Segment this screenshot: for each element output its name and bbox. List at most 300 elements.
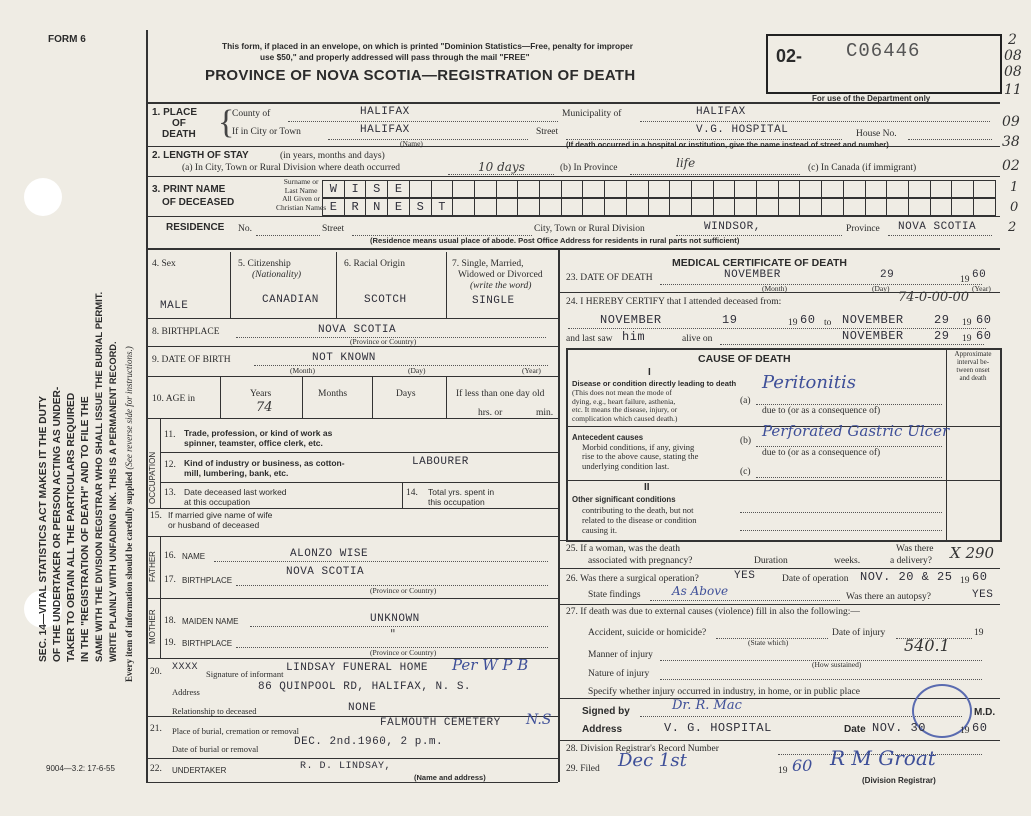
alive-year-pre: 19	[962, 334, 972, 344]
residence-no-label: No.	[238, 224, 252, 234]
occ-item-14a: Total yrs. spent in	[428, 487, 495, 497]
injury-year-pre: 19	[974, 628, 984, 638]
maiden-label: MAIDEN NAME	[182, 617, 239, 626]
stay-a-line	[448, 174, 554, 175]
rule-occ-12	[160, 482, 558, 483]
undertaker-label: UNDERTAKER	[172, 766, 227, 775]
op-date-label: Date of operation	[782, 574, 849, 584]
item23-year-pre: 19	[960, 275, 970, 285]
registrar-hand: R M Groat	[830, 746, 936, 770]
nature-line	[660, 679, 982, 680]
item27-label: 27. If death was due to external causes (violence) fill in also the following:—	[566, 607, 860, 617]
item23-day-hint: (Day)	[872, 284, 890, 293]
occ-item-12a: Kind of industry or business, as cotton-	[184, 458, 345, 468]
family-item-15a: If married give name of wife	[168, 510, 273, 520]
margin-code-10: 2	[1008, 220, 1017, 235]
burial-num: 21.	[150, 724, 162, 734]
surname-box	[779, 181, 801, 197]
burial-place-label: Place of burial, cremation or removal	[172, 726, 299, 736]
margin-code-6: 38	[1002, 134, 1020, 150]
injury-date-label: Date of injury	[832, 628, 886, 638]
county-line	[288, 121, 558, 122]
margin-code-4: 11	[1004, 82, 1022, 98]
father-name: ALONZO WISE	[290, 548, 369, 560]
father-name-line	[214, 561, 548, 562]
to-year: 60	[976, 313, 992, 327]
item26-label: 26. Was there a surgical operation?	[566, 574, 699, 584]
cause-antecedent	[572, 433, 698, 471]
mother-num-18: 18.	[164, 616, 176, 626]
residence-city-label: City, Town or Rural Division	[534, 224, 645, 234]
surname-box	[518, 181, 540, 197]
margin-code-1: 2	[1008, 32, 1017, 48]
given-name-box	[605, 199, 627, 215]
cause-b-line	[756, 446, 942, 447]
stay-label: 2. LENGTH OF STAY	[152, 150, 249, 161]
age-months-label: Months	[318, 389, 348, 399]
medical-title: MEDICAL CERTIFICATE OF DEATH	[672, 257, 847, 269]
given-name-box	[909, 199, 931, 215]
father-bp-hint: (Province or Country)	[370, 586, 437, 595]
manner-label: Manner of injury	[588, 650, 653, 660]
item25-1: 25. If a woman, was the death	[566, 544, 680, 554]
name-label-1: 3. PRINT NAME	[152, 184, 226, 195]
surname-box	[583, 181, 605, 197]
mother-side-label: MOTHER	[148, 609, 157, 644]
surname-letter: S	[366, 181, 388, 197]
informant-handwritten: Per W P B	[452, 656, 529, 674]
side-instruction-4: IN THE "REGISTRATION OF DEATH" AND TO FILE THE	[80, 396, 91, 662]
surname-box	[475, 181, 497, 197]
surname-letter: W	[323, 181, 345, 197]
occupation-side-div	[160, 418, 161, 508]
to-label: to	[824, 318, 832, 328]
given-label-2: Christian Names	[276, 202, 327, 212]
rule-25	[558, 568, 1000, 569]
cause-c-label: (c)	[740, 467, 751, 477]
county-value: HALIFAX	[360, 106, 410, 118]
surname-box	[627, 181, 649, 197]
given-name-letter: S	[410, 199, 432, 215]
residence-no-line	[256, 235, 320, 236]
side-instruction-7	[124, 346, 134, 682]
sex-label: 4. Sex	[152, 259, 176, 269]
rule-father	[146, 598, 558, 599]
age-div-3	[446, 376, 447, 418]
signed-label: Signed by	[582, 706, 630, 717]
municipality-label: Municipality of	[562, 109, 622, 119]
occ-num-11: 11.	[164, 430, 176, 440]
family-item-15b: or husband of deceased	[168, 520, 260, 530]
hospital-note: (If death occurred in a hospital or institution, give the name instead of street and number)	[566, 140, 889, 149]
age-days-label: Days	[396, 389, 416, 399]
marital-label-1: 7. Single, Married,	[452, 259, 524, 269]
item23-month-hint: (Month)	[762, 284, 787, 293]
city-value: HALIFAX	[360, 124, 410, 136]
informant-num: 20.	[150, 667, 162, 677]
findings-value: As Above	[672, 584, 729, 598]
to-year-pre: 19	[962, 318, 972, 328]
cause-other-1: Other significant conditions	[572, 495, 676, 504]
family-num-15: 15.	[150, 511, 162, 521]
rule-occ-13	[146, 508, 558, 509]
surname-letter: I	[345, 181, 367, 197]
item23-year: 60	[972, 269, 987, 281]
delivery-1: Was there	[896, 544, 934, 554]
margin-code-7: 02	[1002, 158, 1020, 174]
marital-value: SINGLE	[472, 295, 515, 307]
state-which: (State which)	[748, 638, 789, 647]
rule-under-2	[146, 176, 1000, 177]
weeks-label: weeks.	[834, 556, 861, 566]
street-value: V.G. HOSPITAL	[696, 124, 789, 136]
op-year-pre: 19	[960, 576, 970, 586]
surname-box	[822, 181, 844, 197]
frame-left	[146, 30, 148, 782]
given-name-letter: N	[366, 199, 388, 215]
side-instruction-7a: Every item of information should be carefully supplied	[124, 471, 134, 682]
rule-row-9	[146, 376, 558, 377]
occ-item-11	[184, 428, 332, 448]
accident-label: Accident, suicide or homicide?	[588, 628, 707, 638]
occ-item-13	[184, 487, 287, 507]
residence-province-label: Province	[846, 224, 880, 234]
residence-label: RESIDENCE	[166, 222, 225, 233]
cause-b-label: (b)	[740, 436, 752, 446]
county-label: County of	[232, 109, 271, 119]
occ-item-14b: this occupation	[428, 497, 485, 507]
dept-use-note: For use of the Department only	[812, 94, 931, 103]
occ-item-12-value: LABOURER	[412, 456, 469, 468]
envelope-note-1: This form, if placed in an envelope, on which is printed "Dominion Statistics—Free, penalty for improper	[222, 41, 634, 51]
mother-num-19: 19.	[164, 638, 176, 648]
rule-row-8	[146, 346, 558, 347]
delivery-hand: X 290	[950, 544, 995, 562]
undertaker-value: R. D. LINDSAY,	[300, 761, 392, 772]
age-label: 10. AGE in	[152, 394, 196, 404]
filed-year-pre: 19	[778, 766, 788, 776]
item26-value: YES	[734, 570, 756, 582]
cause-interval-1: Approximate	[954, 350, 992, 358]
father-side-label: FATHER	[148, 551, 157, 582]
given-name-letter: E	[323, 199, 345, 215]
cause-other	[572, 495, 696, 535]
surname-boxes	[322, 180, 996, 198]
to-month: NOVEMBER	[842, 313, 904, 327]
residence-province: NOVA SCOTIA	[898, 221, 977, 233]
from-month: NOVEMBER	[600, 313, 662, 327]
given-boxes	[322, 198, 996, 216]
from-year-pre: 19	[788, 318, 798, 328]
maiden-line	[250, 626, 548, 627]
given-name-box	[931, 199, 953, 215]
given-name-box	[735, 199, 757, 215]
side-instruction-2: OF THE UNDERTAKER OR PERSON ACTING AS UNDER-	[52, 386, 63, 662]
div-citizenship	[336, 252, 337, 318]
undertaker-hint: (Name and address)	[414, 773, 486, 782]
given-name-box	[887, 199, 909, 215]
rule-cause-c	[566, 480, 1000, 481]
surname-box	[974, 181, 995, 197]
father-bp: NOVA SCOTIA	[286, 566, 365, 578]
side-instruction-8: (See reverse side for instructions.)	[124, 346, 134, 470]
age-div-1	[302, 376, 303, 418]
cause-other-4: causing it.	[582, 525, 617, 535]
autopsy-label: Was there an autopsy?	[846, 592, 931, 602]
birthplace-hint: (Province or Country)	[350, 337, 417, 346]
cause-antecedent-3: rise to the above cause, stating the	[582, 451, 699, 461]
given-label-1: All Given or	[282, 194, 321, 203]
cause-a-label: (a)	[740, 396, 751, 406]
citizenship-label: 5. Citizenship	[238, 259, 291, 269]
registrar-hint: (Division Registrar)	[862, 776, 936, 785]
given-name-box	[800, 199, 822, 215]
item23-month: NOVEMBER	[724, 269, 781, 281]
given-name-box	[692, 199, 714, 215]
occ-num-14: 14.	[406, 488, 418, 498]
dob-month-hint: (Month)	[290, 366, 315, 375]
cause-other-3: related to the disease or condition	[582, 515, 697, 525]
residence-note: (Residence means usual place of abode. Post Office Address for residents in rural parts not sufficient)	[370, 236, 740, 245]
given-name-box	[670, 199, 692, 215]
item24-code: 74-0-00-00	[898, 290, 970, 305]
cause-roman-1: I	[648, 367, 651, 378]
item23-label: 23. DATE OF DEATH	[566, 273, 653, 283]
informant-sig-label: Signature of informant	[206, 669, 284, 679]
mother-bp-hint: (Province or Country)	[370, 648, 437, 657]
given-name-box	[714, 199, 736, 215]
cause-title: CAUSE OF DEATH	[698, 353, 791, 365]
rule-under-title	[146, 102, 1000, 104]
occ-div-14	[402, 482, 403, 508]
side-instruction-6: WRITE PLAINLY WITH UNFADING INK. THIS IS A PERMANENT RECORD.	[108, 341, 118, 662]
surname-box	[410, 181, 432, 197]
rule-bottom-left	[146, 782, 558, 783]
burial-place: FALMOUTH CEMETERY	[380, 717, 501, 729]
age-div-0	[220, 376, 221, 418]
father-name-label: NAME	[182, 552, 206, 561]
filed-hand: Dec 1st	[618, 750, 687, 771]
father-num-16: 16.	[164, 551, 176, 561]
cause-direct	[572, 380, 736, 424]
cause-interval-2: interval be-	[956, 358, 990, 366]
reg-number: C06446	[846, 40, 921, 62]
item25-2: associated with pregnancy?	[588, 556, 693, 566]
cause-antecedent-2: Morbid conditions, if any, giving	[582, 441, 695, 452]
item24-label: 24. I HEREBY CERTIFY that I attended deceased from:	[566, 297, 782, 307]
occurred-label: Specify whether injury occurred in industry, in home, or in public place	[588, 687, 860, 697]
item23-day: 29	[880, 269, 895, 281]
given-name-box	[497, 199, 519, 215]
burial-date: DEC. 2nd.1960, 2 p.m.	[294, 736, 444, 748]
father-num-17: 17.	[164, 575, 176, 585]
occ-item-12b: mill, lumbering, bank, etc.	[184, 468, 289, 478]
sig-address: V. G. HOSPITAL	[664, 721, 772, 735]
occ-item-11b: spinner, teamster, office clerk, etc.	[184, 438, 323, 448]
cause-direct-3: dying, e.g., heart failure, asthenia,	[572, 396, 676, 406]
age-hrs: hrs. or	[478, 408, 503, 418]
citizenship-value: CANADIAN	[262, 294, 319, 306]
residence-street-label: Street	[322, 224, 345, 234]
form-title: PROVINCE OF NOVA SCOTIA—REGISTRATION OF DEATH	[205, 67, 636, 84]
surname-box	[692, 181, 714, 197]
name-hint: (Name)	[400, 139, 423, 148]
informant-address: 86 QUINPOOL RD, HALIFAX, N. S.	[258, 681, 472, 693]
given-name-box	[974, 199, 995, 215]
occ-item-14	[428, 487, 494, 507]
cause-antecedent-1: Antecedent causes	[572, 433, 644, 442]
stay-a-value: 10 days	[478, 160, 525, 174]
given-name-box	[844, 199, 866, 215]
center-divider	[558, 248, 560, 782]
surname-box	[757, 181, 779, 197]
from-year: 60	[800, 313, 816, 327]
citizenship-hint: (Nationality)	[252, 270, 302, 280]
city-label: If in City or Town	[232, 127, 301, 137]
surname-label-1: Surname or	[283, 177, 319, 186]
duration-label: Duration	[754, 556, 788, 566]
stay-b-label: (b) In Province	[560, 163, 618, 173]
surname-box	[952, 181, 974, 197]
age-years-label: Years	[250, 389, 272, 399]
md-label: M.D.	[974, 707, 996, 718]
place-brace: {	[218, 104, 235, 141]
cause-due-1: due to (or as a consequence of)	[762, 406, 881, 416]
cause-due-2: due to (or as a consequence of)	[762, 448, 881, 458]
cause-direct-4: etc. It means the disease, injury, or	[572, 405, 678, 415]
surname-box	[605, 181, 627, 197]
surname-box	[909, 181, 931, 197]
from-line	[568, 328, 986, 329]
given-name-box	[866, 199, 888, 215]
cause-antecedent-4: underlying condition last.	[582, 460, 670, 471]
rule-under-3	[146, 216, 1000, 217]
given-name-box	[822, 199, 844, 215]
given-name-box	[453, 199, 475, 215]
stay-c-label: (c) In Canada (if immigrant)	[808, 163, 917, 173]
surname-box	[887, 181, 909, 197]
municipality-line	[640, 121, 990, 122]
how-sustained: (How sustained)	[812, 660, 862, 669]
given-name-box	[757, 199, 779, 215]
envelope-note-2: use $50," and properly addressed will pass through the mail "FREE"	[260, 52, 530, 62]
cause-roman-2: II	[644, 482, 650, 493]
name-label-2: OF DECEASED	[162, 197, 235, 208]
street-label: Street	[536, 127, 559, 137]
surname-box	[562, 181, 584, 197]
alive-year: 60	[976, 329, 992, 343]
city-line	[328, 139, 528, 140]
burial-place-hand: N.S	[526, 712, 552, 728]
rule-occ-11	[160, 452, 558, 453]
stay-b-line	[630, 174, 800, 175]
sex-value: MALE	[160, 300, 189, 312]
name-labels-small	[276, 178, 326, 212]
residence-province-line	[888, 235, 992, 236]
given-name-letter: T	[432, 199, 454, 215]
sig-date-label: Date	[844, 724, 866, 735]
item23-year-hint: (Year)	[972, 284, 991, 293]
marital-label-2: Widowed or Divorced	[458, 270, 543, 280]
surname-letter: E	[388, 181, 410, 197]
surname-box	[866, 181, 888, 197]
family-item-15	[168, 510, 272, 530]
margin-code-8: 1	[1010, 180, 1019, 195]
punch-hole-top	[24, 178, 62, 216]
cause-interval-4: and death	[959, 374, 987, 382]
cause-c-line	[756, 477, 942, 478]
informant-name: LINDSAY FUNERAL HOME	[286, 662, 429, 674]
occ-num-13: 13.	[164, 488, 176, 498]
given-name-box	[562, 199, 584, 215]
occ-item-11a: Trade, profession, or kind of work as	[184, 428, 333, 438]
op-date: NOV. 20 & 25	[860, 570, 953, 584]
surname-label-2: Last Name	[284, 185, 318, 195]
rule-burial	[146, 758, 558, 759]
dob-day-hint: (Day)	[408, 366, 426, 375]
surname-box	[735, 181, 757, 197]
surname-box	[931, 181, 953, 197]
surname-box	[432, 181, 454, 197]
cause-other-line-2	[740, 530, 942, 531]
last-saw: him	[622, 330, 646, 344]
margin-code-9: 0	[1010, 200, 1019, 215]
occ-item-12	[184, 458, 345, 478]
surname-box	[540, 181, 562, 197]
manner-code: 540.1	[904, 636, 950, 655]
occ-item-13a: Date deceased last worked	[184, 487, 287, 497]
rule-signature	[558, 740, 1000, 741]
sig-date: NOV. 30	[872, 721, 926, 735]
surname-box	[844, 181, 866, 197]
cause-direct-1: Disease or condition directly leading to death	[572, 379, 737, 388]
delivery-2: a delivery?	[890, 556, 932, 566]
signed-hand: Dr. R. Mac	[672, 698, 742, 713]
to-day: 29	[934, 313, 950, 327]
stay-a-label: (a) In City, Town or Rural Division where death occurred	[182, 163, 401, 173]
findings-label: State findings	[588, 590, 641, 600]
rule-26	[558, 604, 1000, 605]
side-instruction-5: SAME WITH THE DIVISION REGISTRAR WHO SHALL ISSUE THE BURIAL PERMIT.	[94, 291, 105, 662]
age-less-day: If less than one day old	[456, 389, 545, 399]
age-min: min.	[536, 408, 554, 418]
margin-code-5: 09	[1002, 114, 1020, 130]
sig-address-label: Address	[582, 724, 623, 735]
last-saw-label: and last saw	[566, 334, 613, 344]
burial-date-label: Date of burial or removal	[172, 744, 259, 754]
occ-num-12: 12.	[164, 460, 176, 470]
given-name-letter: R	[345, 199, 367, 215]
surname-box	[670, 181, 692, 197]
relationship-value: NONE	[348, 702, 377, 714]
alive-line	[720, 344, 984, 345]
house-label: House No.	[856, 129, 897, 139]
margin-code-2: 08	[1004, 48, 1022, 64]
mother-bp: "	[390, 627, 396, 641]
alive-month: NOVEMBER	[842, 329, 904, 343]
racial-label: 6. Racial Origin	[344, 259, 405, 269]
side-instruction-1: SEC. 14—VITAL STATISTICS ACT MAKES IT THE DUTY	[38, 395, 49, 662]
informant-address-label: Address	[172, 687, 200, 697]
reg-prefix: 02-	[776, 46, 803, 66]
informant-struck: XXXX	[172, 662, 199, 673]
autopsy-value: YES	[972, 589, 994, 601]
sig-date-year-pre: 19	[960, 726, 970, 736]
dob-value: NOT KNOWN	[312, 352, 376, 364]
rule-row-4-7	[146, 318, 558, 319]
rule-under-residence	[146, 248, 1000, 250]
father-side-div	[160, 536, 161, 598]
